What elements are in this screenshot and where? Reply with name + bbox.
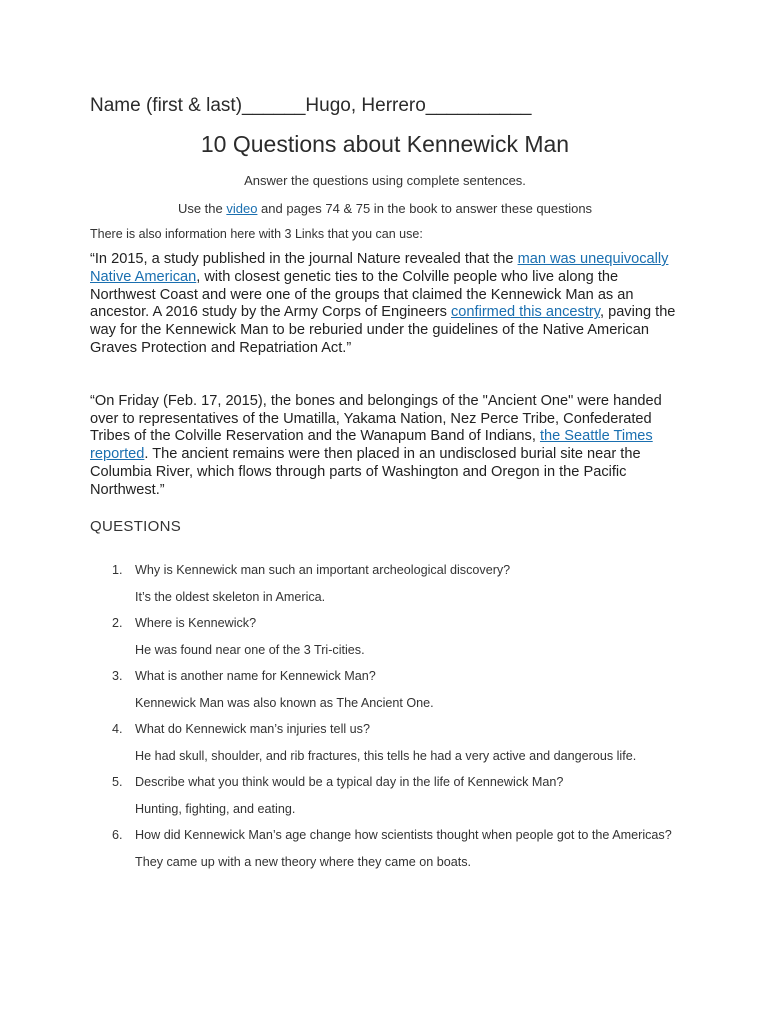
- list-item: [90, 615, 680, 659]
- list-item: [90, 562, 680, 606]
- list-item: [90, 668, 680, 712]
- answer-text: He was found near one of the 3 Tri-cities.: [135, 642, 365, 657]
- info-text: There is also information here with 3 Links that you can use:: [90, 227, 423, 241]
- answer-text: They came up with a new theory where they came on boats.: [135, 854, 472, 869]
- question-text: What do Kennewick man’s injuries tell us?: [135, 721, 370, 736]
- quote-reburial: [90, 393, 680, 500]
- question-number: 4.: [112, 721, 123, 736]
- answer-text: Kennewick Man was also known as The Ancient One.: [135, 695, 434, 710]
- answer-text: Hunting, fighting, and eating.: [135, 801, 296, 816]
- question-text: Why is Kennewick man such an important archeological discovery?: [135, 562, 511, 577]
- seattle-times-link[interactable]: the Seattle Times reported: [90, 428, 653, 463]
- answer-text: He had skull, shoulder, and rib fractures, this tells he had a very active and dangerous life.: [135, 748, 637, 763]
- quote1-text-3: , paving the way for the Kennewick Man to be reburied under the guidelines of the Native American Graves Protection and Repatriation Act.”: [90, 304, 676, 356]
- quote1-text-1: “In 2015, a study published in the journal Nature revealed that the: [90, 251, 518, 267]
- page-title: 10 Questions about Kennewick Man: [200, 131, 570, 157]
- native-american-link[interactable]: man was unequivocally Native American: [90, 251, 669, 285]
- question-number: 3.: [112, 668, 123, 683]
- use-prefix: Use the: [177, 201, 227, 216]
- quote-nature-study: [90, 251, 680, 358]
- question-text: How did Kennewick Man’s age change how scientists thought when people got to the Americas?: [135, 827, 672, 842]
- questions-heading: QUESTIONS: [90, 517, 182, 535]
- confirmed-ancestry-link[interactable]: confirmed this ancestry: [451, 304, 600, 321]
- question-text: What is another name for Kennewick Man?: [135, 668, 376, 683]
- quote2-text-2: . The ancient remains were then placed in an undisclosed burial site near the Columbia River, which flows through parts of Washington and Oregon in the Pacific Northwest.”: [90, 446, 641, 498]
- quote1-text-2: , with closest genetic ties to the Colville people who live along the Northwest Coast and were one of the groups that claimed the Kennewick Man as an ancestor. A 2016 study by the Army Corps of Engineers: [90, 268, 634, 321]
- list-item: [90, 721, 680, 765]
- list-item: [90, 774, 680, 818]
- use-instructions: [90, 200, 680, 218]
- question-number: 5.: [112, 774, 123, 789]
- questions-list: [90, 562, 680, 871]
- list-item: [90, 827, 680, 871]
- question-number: 1.: [112, 562, 123, 577]
- quote2-text-1: “On Friday (Feb. 17, 2015), the bones and belongings of the "Ancient One" were handed over to representatives of the Umatilla, Yakama Nation, Nez Perce Tribe, Confederated Tribes of the Colville Reservation and the Wanapum Band of Indians,: [90, 392, 662, 445]
- video-link[interactable]: video: [226, 201, 258, 216]
- worksheet-page: [90, 94, 680, 880]
- question-text: Where is Kennewick?: [135, 615, 257, 630]
- instruction-text: Answer the questions using complete sentences.: [244, 173, 526, 188]
- use-suffix: and pages 74 & 75 in the book to answer these questions: [257, 201, 593, 216]
- answer-text: It’s the oldest skeleton in America.: [135, 589, 326, 604]
- question-text: Describe what you think would be a typical day in the life of Kennewick Man?: [135, 774, 564, 789]
- question-number: 6.: [112, 827, 123, 842]
- question-number: 2.: [112, 615, 123, 630]
- student-name-line: Name (first & last)______Hugo, Herrero__________: [90, 95, 532, 116]
